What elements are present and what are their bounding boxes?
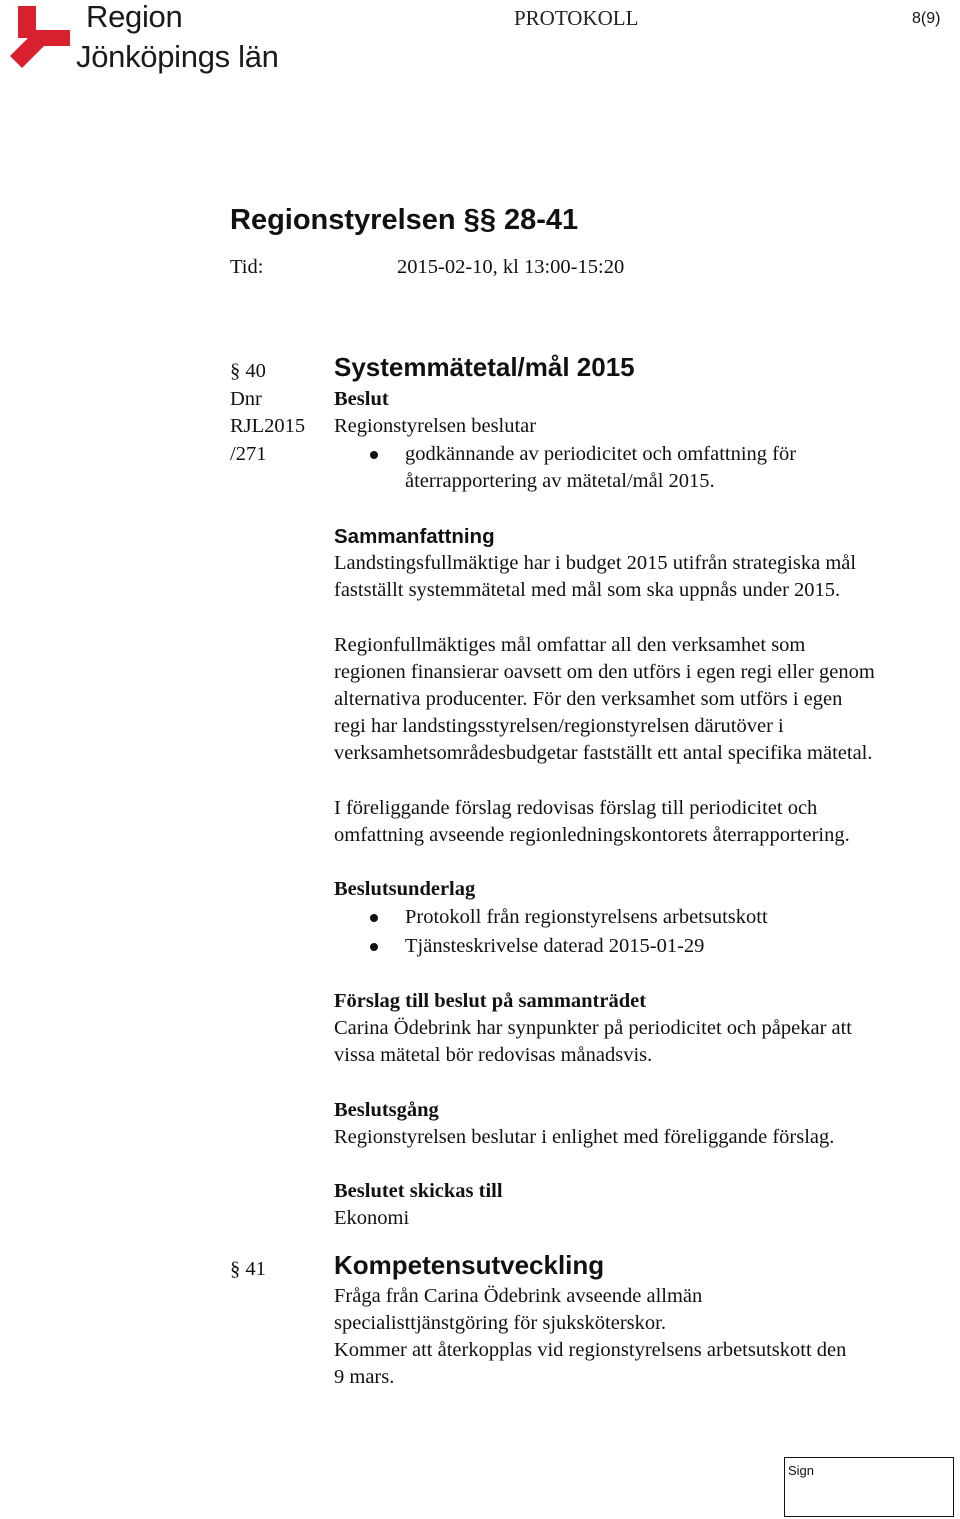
bullet-icon — [370, 914, 378, 922]
bullet-icon — [370, 451, 378, 459]
sammanfattning-p2-line-1: Regionfullmäktiges mål omfattar all den verksamhet som — [334, 634, 806, 656]
sammanfattning-p3-line-1: I föreliggande förslag redovisas förslag till periodicitet och — [334, 797, 818, 819]
beslut-intro: Regionstyrelsen beslutar — [334, 415, 537, 437]
item-40-dnr-1: Dnr — [230, 388, 262, 410]
sammanfattning-p2-line-5: verksamhetsområdesbudgetar fastställt ett antal specifika mätetal. — [334, 742, 873, 764]
item-40-title: Systemmätetal/mål 2015 — [334, 352, 635, 382]
sammanfattning-p1-line-2: fastställt systemmätetal med mål som ska uppnås under 2015. — [334, 579, 841, 601]
forslag-line-2: vissa mätetal bör redovisas månadsvis. — [334, 1044, 653, 1066]
forslag-line-1: Carina Ödebrink har synpunkter på periodicitet och påpekar att — [334, 1017, 853, 1039]
beslutsgang-heading: Beslutsgång — [334, 1099, 439, 1121]
skickas-text: Ekonomi — [334, 1207, 410, 1229]
sammanfattning-p1-line-1: Landstingsfullmäktige har i budget 2015 utifrån strategiska mål — [334, 552, 857, 574]
forslag-heading: Förslag till beslut på sammanträdet — [334, 990, 647, 1012]
bullet-icon — [370, 943, 378, 951]
beslut-heading: Beslut — [334, 388, 389, 410]
beslut-bullet-line-1: godkännande av periodicitet och omfattning för — [405, 443, 797, 465]
beslutsunderlag-item-2: Tjänsteskrivelse daterad 2015-01-29 — [405, 935, 705, 957]
item-41-number: § 41 — [230, 1258, 266, 1280]
logo-line-1: Region — [86, 0, 183, 34]
beslutsgang-text: Regionstyrelsen beslutar i enlighet med föreliggande förslag. — [334, 1126, 835, 1148]
beslutsunderlag-heading: Beslutsunderlag — [334, 878, 476, 900]
time-value: 2015-02-10, kl 13:00-15:20 — [397, 256, 625, 278]
item-41-title: Kompetensutveckling — [334, 1250, 605, 1280]
item-40-dnr-3: /271 — [230, 443, 267, 465]
beslutsunderlag-item-1: Protokoll från regionstyrelsens arbetsutskott — [405, 906, 768, 928]
sammanfattning-heading: Sammanfattning — [334, 525, 495, 548]
logo — [6, 2, 306, 78]
item-41-line-1: Fråga från Carina Ödebrink avseende allmän — [334, 1285, 703, 1307]
sign-label: Sign — [788, 1463, 815, 1478]
sign-box[interactable] — [784, 1457, 954, 1517]
item-41-line-2: specialisttjänstgöring för sjuksköterskor. — [334, 1312, 666, 1334]
item-40-dnr-2: RJL2015 — [230, 415, 306, 437]
item-40-number: § 40 — [230, 360, 266, 382]
item-41-line-4: 9 mars. — [334, 1366, 395, 1388]
page-number: 8(9) — [912, 10, 941, 27]
beslut-bullet-line-2: återrapportering av mätetal/mål 2015. — [405, 470, 715, 492]
sammanfattning-p3-line-2: omfattning avseende regionledningskontorets återrapportering. — [334, 824, 850, 846]
logo-line-2: Jönköpings län — [76, 39, 279, 74]
item-41-line-3: Kommer att återkopplas vid regionstyrelsens arbetsutskott den — [334, 1339, 847, 1361]
document-type-label: PROTOKOLL — [514, 6, 639, 30]
skickas-heading: Beslutet skickas till — [334, 1180, 503, 1202]
sammanfattning-p2-line-4: regi har landstingsstyrelsen/regionstyrelsen därutöver i — [334, 715, 784, 737]
time-label: Tid: — [230, 256, 264, 278]
meeting-title: Regionstyrelsen §§ 28-41 — [230, 204, 579, 236]
region-logo-icon — [6, 2, 78, 72]
sammanfattning-p2-line-3: alternativa producenter. För den verksamhet som utförs i egen — [334, 688, 843, 710]
sammanfattning-p2-line-2: regionen finansierar oavsett om den utförs i egen regi eller genom — [334, 661, 875, 683]
